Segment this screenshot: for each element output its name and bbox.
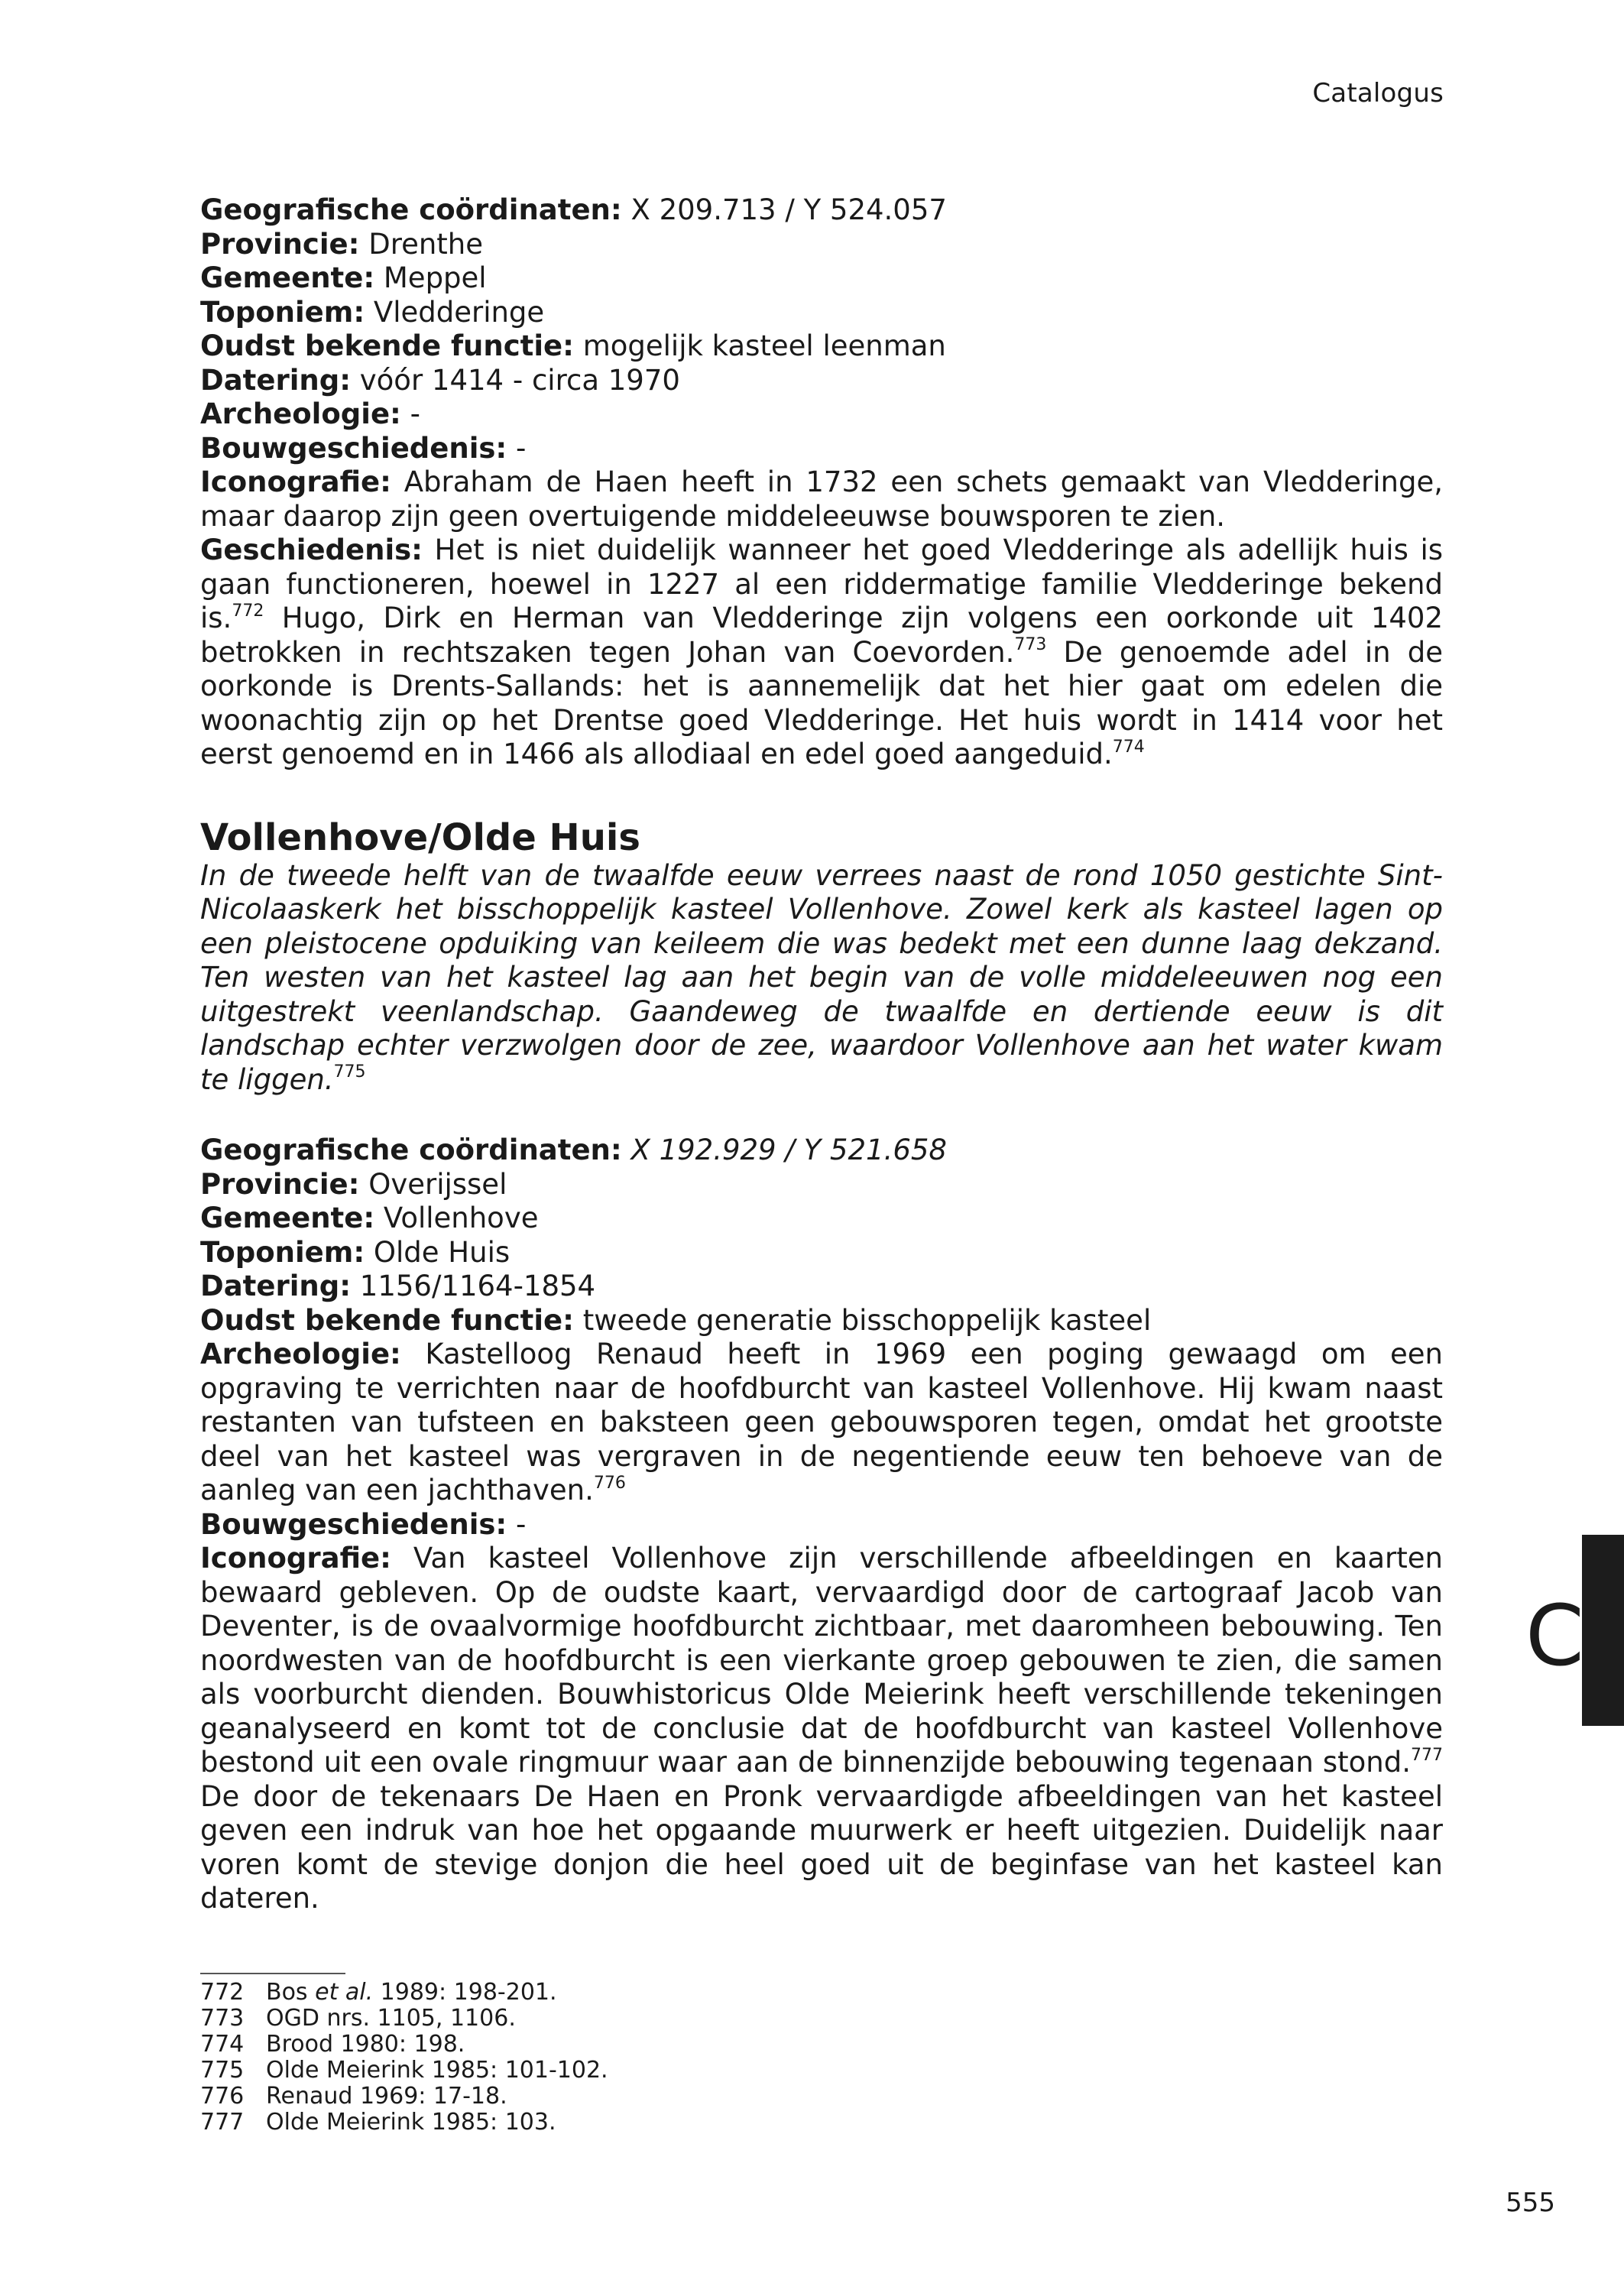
- field-label: Bouwgeschiedenis:: [200, 1507, 507, 1541]
- field-label: Gemeente:: [200, 261, 375, 294]
- footnote-ref[interactable]: 772: [232, 601, 264, 621]
- field-value: tweede generatie bisschoppelijk kasteel: [573, 1303, 1152, 1337]
- footnote-text: Renaud 1969: 17-18.: [266, 2083, 507, 2110]
- entry2-toponiem: [200, 1236, 1443, 1270]
- field-label: Archeologie:: [200, 397, 401, 430]
- field-value: Vollenhove: [374, 1202, 539, 1234]
- footnote-number: 775: [200, 2057, 245, 2084]
- footnote-text: Brood 1980: 198.: [266, 2031, 465, 2058]
- entry1-geschiedenis: [200, 534, 1443, 772]
- thumb-index-tab: [1582, 1535, 1624, 1726]
- footnote-ref[interactable]: 776: [593, 1473, 626, 1493]
- field-label: Datering:: [200, 1270, 352, 1302]
- entry1-provincie: [200, 228, 1443, 262]
- field-label: Provincie:: [200, 227, 360, 261]
- thumb-index-letter: C: [1525, 1587, 1584, 1685]
- footnote-text: OGD nrs. 1105, 1106.: [266, 2005, 516, 2032]
- field-label: Iconografie:: [200, 1542, 391, 1575]
- field-value: X 209.713 / Y 524.057: [621, 193, 947, 226]
- field-value: 1156/1164-1854: [351, 1270, 596, 1302]
- footnotes: [200, 1980, 608, 2136]
- footnote-text: Olde Meierink 1985: 103.: [266, 2109, 556, 2136]
- field-value: Kastelloog Renaud heeft in 1969 een poging gewaagd om een opgraving te verrichten naar de hoofdburcht van kasteel Vollenhove. Hij kwam naast restanten van tufsteen en baksteen geen gebouwsporen tegen, omdat het grootste deel van het kasteel was vergraven in de negentiende eeuw ten behoeve van de aanleg van een jachthaven.: [200, 1338, 1443, 1507]
- field-value: Olde Huis: [365, 1235, 511, 1269]
- field-value: -: [400, 397, 420, 430]
- footnote-number: 776: [200, 2083, 245, 2110]
- footnote-number: 777: [200, 2109, 245, 2136]
- entry1-functie: [200, 329, 1443, 364]
- field-label: Gemeente:: [200, 1202, 375, 1234]
- footnote-text: Bos et al. 1989: 198-201.: [266, 1979, 557, 2006]
- footnote-item: [200, 1980, 608, 2006]
- footnote-ref[interactable]: 775: [333, 1062, 366, 1082]
- running-head: Catalogus: [1312, 78, 1444, 109]
- entry2-provincie: [200, 1168, 1443, 1202]
- field-label: Geografische coördinaten:: [200, 193, 622, 226]
- entry2-bouwgeschiedenis: [200, 1508, 1443, 1542]
- footnote-number: 772: [200, 1979, 245, 2006]
- page-number: 555: [1506, 2188, 1555, 2218]
- footnote-ref[interactable]: 774: [1112, 737, 1145, 757]
- field-value: Drenthe: [359, 227, 484, 261]
- field-value: X 192.929 / Y 521.658: [630, 1134, 947, 1166]
- field-label: Iconografie:: [200, 465, 391, 498]
- entry1-bouwgeschiedenis: [200, 432, 1443, 466]
- field-value: vóór 1414 - circa 1970: [351, 363, 680, 397]
- intro-text: In de tweede helft van de twaalfde eeuw verrees naast de rond 1050 gestichte Sint-Nicolaaskerk het bisschoppelijk kasteel Vollenhove. Zowel kerk als kasteel lagen op een pleistocene opduiking van keileem die was bedekt met een dunne laag dekzand. Ten westen van het kasteel lag aan het begin van de volle middeleeuwen nog een uitgestrekt veenlandschap. Gaandeweg de twaalfde en dertiende eeuw is dit landschap echter verzwolgen door de zee, waardoor Vollenhove aan het water kwam te liggen.: [200, 858, 1443, 1096]
- entry1-iconografie: [200, 465, 1443, 534]
- field-label: Geografische coördinaten:: [200, 1134, 622, 1166]
- field-value: Van kasteel Vollenhove zijn verschillende afbeeldingen en kaarten bewaard gebleven. Op de oudste kaart, vervaardigd door de cartograaf Jacob van Deventer, is de ovaalvormige hoofdburcht zichtbaar, met daaromheen bebouwing. Ten noordwesten van de hoofdburcht is een vierkante groep gebouwen te zien, die samen als voorburcht dienden. Bouwhistoricus Olde Meierink heeft verschillende tekeningen geanalyseerd en komt tot de conclusie dat de hoofdburcht van kasteel Vollenhove bestond uit een ovale ringmuur waar aan de binnenzijde bebouwing tegenaan stond.: [200, 1542, 1443, 1779]
- entry1-toponiem: [200, 296, 1443, 330]
- entry1-archeologie: [200, 397, 1443, 432]
- field-label: Toponiem:: [200, 295, 365, 329]
- field-value: Hugo, Dirk en Herman van Vledderinge zijn volgens een oorkonde uit 1402 betrokken in rechtszaken tegen Johan van Coevorden.: [200, 602, 1443, 669]
- footnote-item: [200, 2032, 608, 2058]
- field-label: Archeologie:: [200, 1338, 401, 1370]
- entry2-gemeente: [200, 1202, 1443, 1236]
- field-label: Datering:: [200, 363, 352, 397]
- field-label: Geschiedenis:: [200, 534, 423, 566]
- field-value: Overijssel: [359, 1167, 507, 1201]
- field-value: -: [507, 1507, 527, 1541]
- footnote-item: [200, 2006, 608, 2032]
- footnote-divider: [200, 1973, 345, 1974]
- entry2-datering: [200, 1270, 1443, 1304]
- field-value: Het is niet duidelijk wanneer het goed Vledderinge als adellijk huis is gaan functioneren, hoewel in 1227 al een riddermatige familie Vledderinge bekend is.: [200, 534, 1443, 634]
- field-label: Toponiem:: [200, 1235, 365, 1269]
- field-label: Bouwgeschiedenis:: [200, 431, 507, 465]
- entry2-iconografie: [200, 1542, 1443, 1916]
- entry2-functie: [200, 1304, 1443, 1338]
- section-intro: [200, 859, 1443, 1098]
- footnote-number: 773: [200, 2005, 245, 2032]
- field-value: De genoemde adel in de oorkonde is Drents-Sallands: het is aannemelijk dat het hier gaat om edelen die woonachtig zijn op het Drentse goed Vledderinge. Het huis wordt in 1414 voor het eerst genoemd en in 1466 als allodiaal en edel goed aangeduid.: [200, 635, 1444, 770]
- field-label: Oudst bekende functie:: [200, 1303, 574, 1337]
- entry2-archeologie: [200, 1338, 1443, 1508]
- field-value: mogelijk kasteel leenman: [573, 329, 946, 362]
- footnote-number: 774: [200, 2031, 245, 2058]
- footnote-text: Olde Meierink 1985: 101-102.: [266, 2057, 608, 2084]
- field-value: Meppel: [374, 261, 487, 294]
- field-value: Abraham de Haen heeft in 1732 een schets gemaakt van Vledderinge, maar daarop zijn geen overtuigende middeleeuwse bouwsporen te zien.: [200, 465, 1443, 533]
- field-label: Oudst bekende functie:: [200, 329, 574, 362]
- field-value: De door de tekenaars De Haen en Pronk vervaardigde afbeeldingen van het kasteel geven een indruk van hoe het opgaande muurwerk er heeft uitgezien. Duidelijk naar voren komt de stevige donjon die heel goed uit de beginfase van het kasteel kan dateren.: [200, 1779, 1443, 1915]
- footnote-ref[interactable]: 773: [1014, 635, 1047, 655]
- footnote-ref[interactable]: 777: [1411, 1745, 1443, 1765]
- field-label: Provincie:: [200, 1167, 360, 1201]
- footnote-item: [200, 2084, 608, 2110]
- field-value: Vledderinge: [365, 295, 545, 329]
- footnote-item: [200, 2058, 608, 2084]
- footnote-item: [200, 2110, 608, 2136]
- entry1-gemeente: [200, 261, 1443, 296]
- entry1-coords: [200, 193, 1443, 228]
- entry2-coords: [200, 1134, 1443, 1168]
- entry1-datering: [200, 364, 1443, 398]
- section-title: Vollenhove/Olde Huis: [200, 816, 640, 859]
- field-value: -: [507, 431, 527, 465]
- main-content: [200, 193, 1443, 1916]
